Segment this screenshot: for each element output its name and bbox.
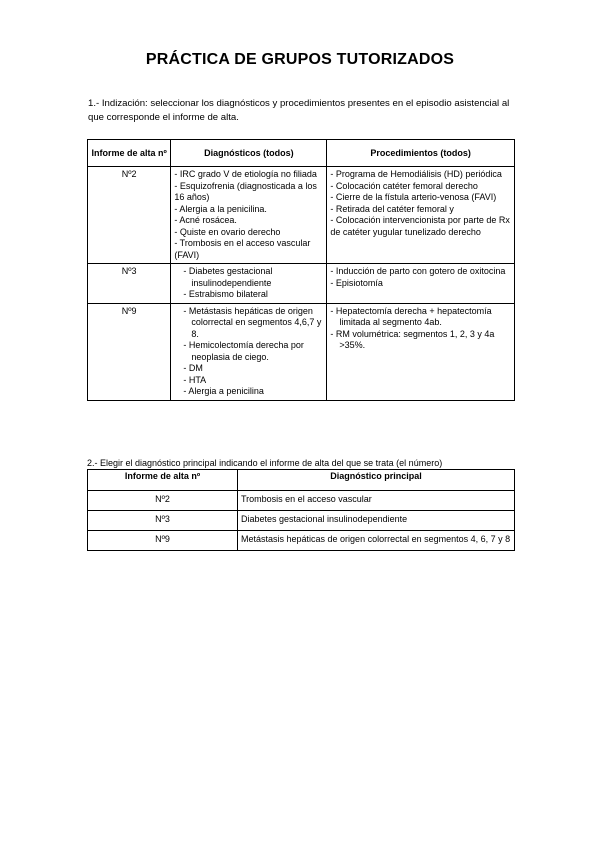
row-number: Nº3 [88,264,171,304]
principal-diagnosis: Metástasis hepáticas de origen colorrectal en segmentos 4, 6, 7 y 8 [238,531,515,551]
list-item: - Esquizofrenia (diagnosticada a los 16 años) [174,180,317,202]
indexing-table [87,139,515,401]
principal-diagnosis: Trombosis en el acceso vascular [238,491,515,511]
page-title: PRÁCTICA DE GRUPOS TUTORIZADOS [145,51,455,68]
row-number: Nº3 [88,511,238,531]
list-item: - HTA [183,374,207,385]
row-number: Nº2 [88,167,171,264]
list-item: - Estrabismo bilateral [183,289,268,299]
principal-diagnosis: Diabetes gestacional insulinodependiente [238,511,515,531]
list-item: - Hepatectomía derecha + hepatectomía limitada al segmento 4ab. [330,305,492,327]
procedure-cell [327,264,515,304]
header-procedimientos: Procedimientos (todos) [327,140,515,167]
header-informe: Informe de alta nº [88,140,171,167]
list-item: - Alergia a la penicilina. [174,203,267,214]
list-item: - Colocación intervencionista por parte de Rx de catéter yugular tunelizado derecho [330,215,510,237]
diagnosis-cell [171,264,327,304]
list-item: - DM [183,363,203,373]
procedure-cell [327,167,515,264]
list-item: - Cierre de la fístula arterio-venosa (FAVI) [330,192,497,202]
principal-diagnosis-table [87,469,515,551]
table-row [88,264,515,304]
procedure-cell [327,303,515,400]
list-item: - Diabetes gestacional insulinodependiente [183,266,273,288]
list-item: - Trombosis en el acceso vascular (FAVI) [174,238,311,260]
row-number: Nº2 [88,491,238,511]
diagnosis-cell [171,167,327,264]
list-item: - Programa de Hemodiálisis (HD) periódica [330,169,502,179]
table-row [88,491,515,511]
row-number: Nº9 [88,531,238,551]
list-item: - Alergia a penicilina [183,386,264,396]
list-item: - Colocación catéter femoral derecho [330,180,478,191]
diagnosis-cell [171,303,327,400]
list-item: - Hemicolectomía derecha por neoplasia de ciego. [183,340,304,362]
header-informe: Informe de alta nº [88,470,238,491]
row-number: Nº9 [88,303,171,400]
question-1: 1.- Indización: seleccionar los diagnósticos y procedimientos presentes en el episodio asistencial al que corresponde el informe de alta. [88,98,510,123]
table-row [88,511,515,531]
table-row [88,531,515,551]
header-diagnosticos: Diagnósticos (todos) [171,140,327,167]
table-row [88,303,515,400]
list-item: - RM volumétrica: segmentos 1, 2, 3 y 4a >35%. [330,328,495,350]
question-2: 2.- Elegir el diagnóstico principal indicando el informe de alta del que se trata (el número) [87,458,443,468]
table-header-row [88,470,515,491]
table-row [88,167,515,264]
list-item: - Episiotomía [330,277,383,288]
header-diagnostico-principal: Diagnóstico principal [238,470,515,491]
list-item: - Retirada del catéter femoral y [330,203,454,214]
table-header-row [88,140,515,167]
list-item: - Metástasis hepáticas de origen colorrectal en segmentos 4,6,7 y 8. [183,305,322,339]
list-item: - IRC grado V de etiología no filiada [174,169,317,179]
list-item: - Quiste en ovario derecho [174,226,281,237]
list-item: - Inducción de parto con gotero de oxitocina [330,266,506,276]
list-item: - Acné rosácea. [174,215,237,225]
